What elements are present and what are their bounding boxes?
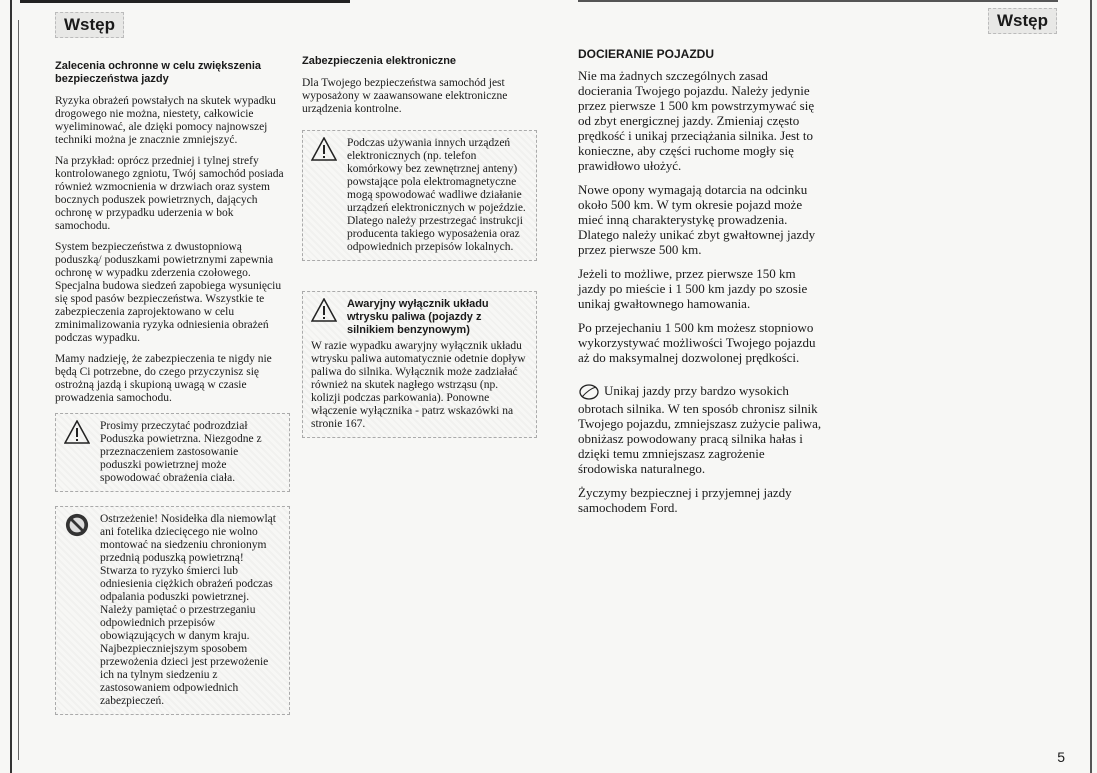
top-rule — [578, 0, 1058, 2]
paragraph: Nowe opony wymagają dotarcia na odcinku około 500 km. W tym okresie pojazd może mieć inną charakterystykę prowadzenia. Dlatego należy unikać zbyt gwałtownej jazdy przez pierwsze 500 km. — [578, 182, 816, 257]
paragraph: Po przejechaniu 1 500 km możesz stopniowo wykorzystywać możliwości Twojego pojazdu aż do maksymalnej dozwolonej prędkości. — [578, 320, 816, 365]
warning-triangle-icon — [311, 137, 337, 161]
warning-text: Ostrzeżenie! Nosidełka dla niemowląt ani fotelika dziecięcego nie wolno montować na siedzeniu chronionym przednią poduszką powietrzną! Stwarza to ryzyko śmierci lub odniesienia ciężkich obrażeń podczas odpalania poduszki powietrznej. Należy pamiętać o przestrzeganiu odpowiednich przepisów obowiązujących w danym kraju. Najbezpieczniejszym sposobem przewożenia dzieci jest przewożenie ich na tylnym siedzeniu z zastosowaniem odpowiednich zabezpieczeń. — [100, 513, 276, 707]
eco-text: Unikaj jazdy przy bardzo wysokich obrotach silnika. W ten sposób chronisz silnik Twojego pojazdu, zmniejszasz zużycie paliwa, obniżasz powodowany pracą silnika hałas i dzięki temu zmniejszasz zagrożenie środowiska naturalnego. — [578, 383, 822, 476]
paragraph: Jeżeli to możliwe, przez pierwsze 150 km jazdy po mieście i 1 500 km jazdy po szosie unikaj gwałtownego hamowania. — [578, 266, 808, 311]
breakin-heading: DOCIERANIE POJAZDU — [578, 47, 715, 61]
no-child-seat-icon — [64, 513, 90, 537]
electronics-warning-box — [302, 130, 537, 261]
eco-paragraph — [578, 383, 823, 476]
environment-leaf-icon — [578, 383, 600, 401]
paragraph: System bezpieczeństwa z dwustopniową poduszką/ poduszkami powietrznymi zapewnia ochronę w wypadku zderzenia czołowego. Specjalna budowa siedzeń zapobiega wysunięciu się spod pasów bezpieczeństwa. Wszystkie te zabezpieczenia zaprojektowano w celu zminimalizowania ryzyka odniesienia obrażeń podczas wypadku. — [55, 241, 282, 344]
warning-text: Prosimy przeczytać podrozdział Poduszka powietrzna. Niezgodne z przeznaczeniem zastosowanie poduszki powietrznej może spowodować obrażenia ciała. — [100, 420, 262, 484]
warning-text: Podczas używania innych urządzeń elektronicznych (np. telefon komórkowy bez zewnętrznej anteny) powstające pola elektromagnetyczne mogą spowodować wadliwe działanie urządzeń elektronicznych w pojeździe. Dlatego należy przestrzegać instrukcji producenta takiego wyposażenia oraz odpowiednich przepisów lokalnych. — [347, 137, 526, 253]
paragraph: Nie ma żadnych szczególnych zasad docierania Twojego pojazdu. Należy jedynie przez pierwsze 1 500 km powstrzymywać się od zbyt energicznej jazdy. Zmieniaj często prędkość i unikaj przeciążania silnika. Jest to konieczne, aby części ruchome mogły się prawidłowo ułożyć. — [578, 68, 815, 173]
child-seat-warning-box — [55, 506, 290, 715]
left-column-1 — [55, 60, 290, 729]
paragraph: Na przykład: oprócz przedniej i tylnej strefy kontrolowanego zgniotu, Twój samochód posiada również wzmocnienia w drzwiach oraz system bocznych poduszek powietrznych, dających ochronę w przypadku uderzenia w bok samochodu. — [55, 155, 284, 232]
electronics-heading: Zabezpieczenia elektroniczne — [302, 55, 457, 67]
warning-triangle-icon — [64, 420, 90, 444]
paragraph: Ryzyka obrażeń powstałych na skutek wypadku drogowego nie można, niestety, całkowicie wyeliminować, ale dzięki pomocy najnowszej techniki można je znacznie zmniejszyć. — [55, 95, 276, 146]
paragraph: Mamy nadzieję, że zabezpieczenia te nigdy nie będą Ci potrzebne, do czego przyczynisz się ostrożną jazdą i skupioną uwagą w czasie prowadzenia samochodu. — [55, 353, 272, 404]
safety-heading: Zalecenia ochronne w celu zwiększenia bezpieczeństwa jazdy — [55, 60, 262, 85]
left-column-2 — [302, 55, 537, 452]
airbag-warning-box — [55, 413, 290, 492]
left-page — [0, 0, 548, 773]
section-tab: Wstęp — [988, 8, 1057, 34]
section-tab: Wstęp — [55, 12, 124, 38]
right-column — [578, 48, 823, 524]
warning-triangle-icon — [311, 298, 337, 322]
paragraph: Życzymy bezpiecznej i przyjemnej jazdy samochodem Ford. — [578, 485, 792, 515]
paragraph: Dla Twojego bezpieczeństwa samochód jest wyposażony w zaawansowane elektroniczne urządzenia kontrolne. — [302, 77, 508, 115]
right-page — [548, 0, 1097, 773]
page-number: 5 — [1057, 749, 1065, 765]
fuel-cutoff-warning-box — [302, 291, 537, 438]
warning-text: W razie wypadku awaryjny wyłącznik układu wtrysku paliwa automatycznie odetnie dopływ paliwa do silnika. Wyłącznik może zadziałać również na skutek nagłego wstrząsu (np. kolizji podczas parkowania). Ponowne włączenie wyłącznika - patrz wskazówki na stronie 167. — [311, 340, 526, 430]
warning-title: Awaryjny wyłącznik układu wtrysku paliwa (pojazdy z silnikiem benzynowym) — [347, 298, 489, 336]
top-rule — [20, 0, 350, 3]
